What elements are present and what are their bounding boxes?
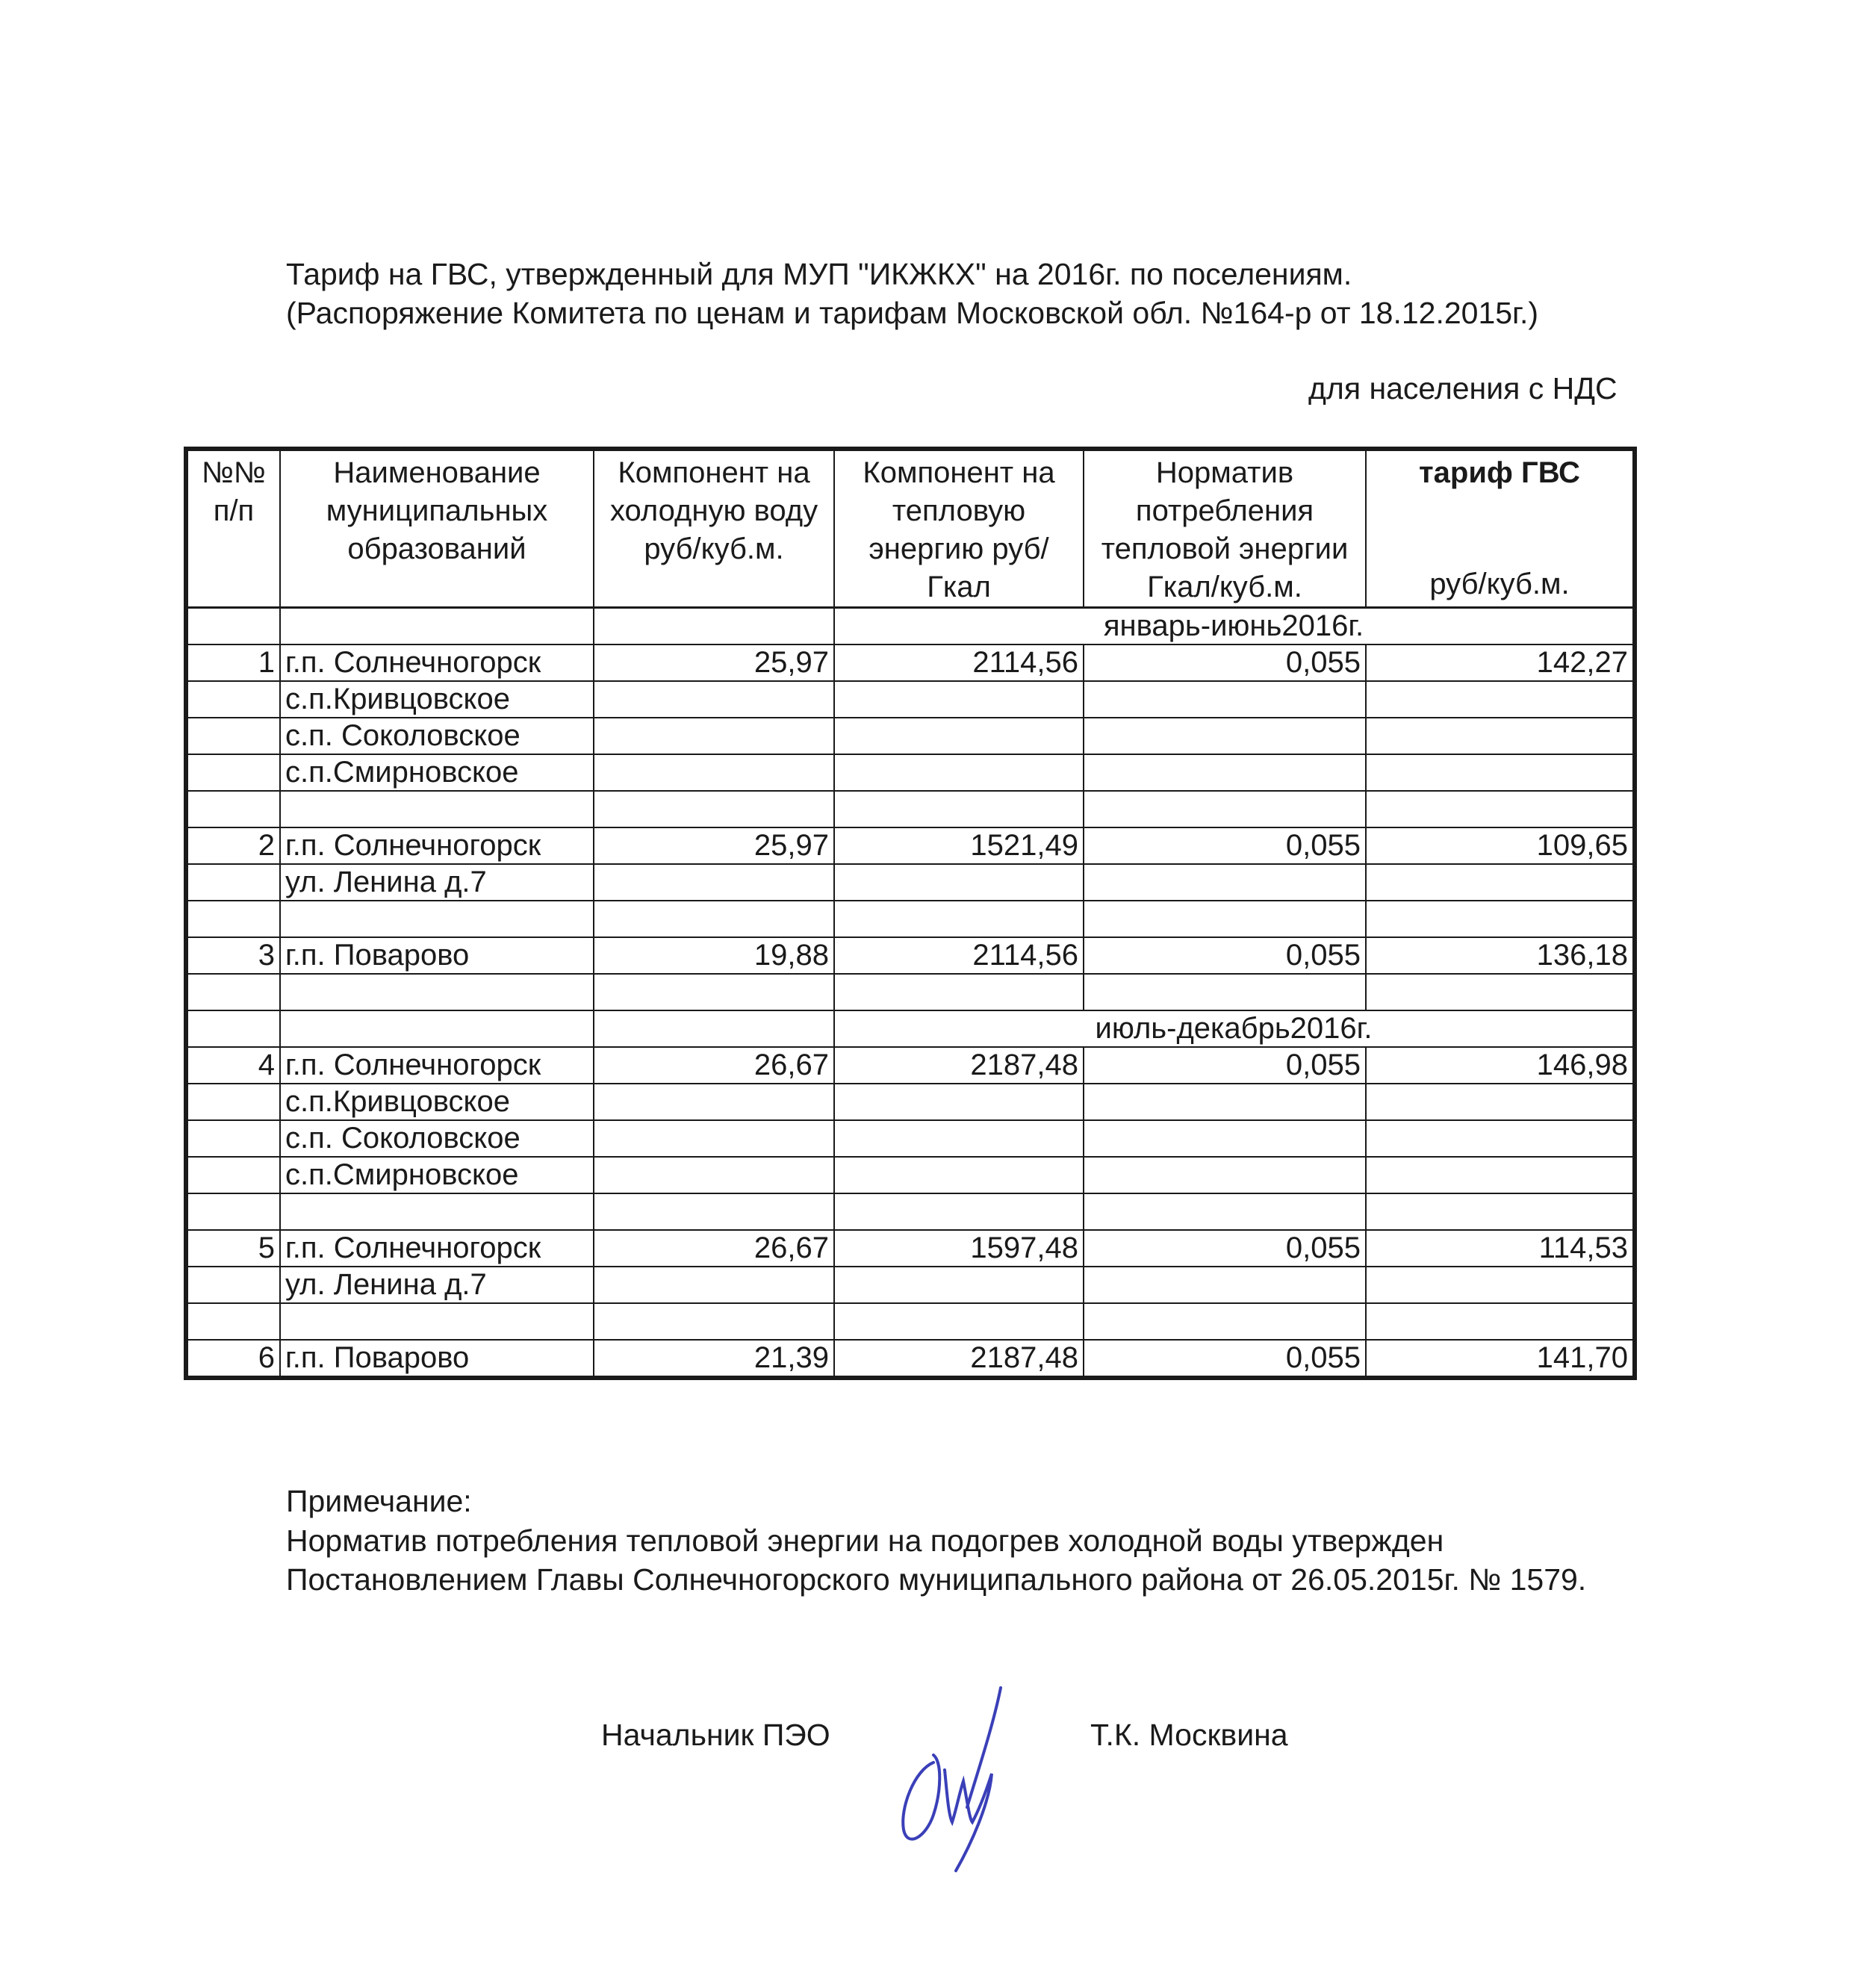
- table-row: [186, 1340, 1635, 1378]
- norm-value: [1084, 1120, 1366, 1157]
- settlement-name: с.п. Соколовское: [280, 1120, 594, 1157]
- settlement-name: г.п. Солнечногорск: [280, 1230, 594, 1267]
- table-row: [186, 1267, 1635, 1303]
- period-row: [186, 608, 1635, 645]
- table-row: [186, 718, 1635, 754]
- period-empty-num: [186, 1010, 280, 1047]
- norm-value: 0,055: [1084, 937, 1366, 974]
- tariff-value: 136,18: [1366, 937, 1635, 974]
- tariff-value: [1366, 1193, 1635, 1230]
- table-row: [186, 644, 1635, 681]
- norm-value: [1084, 1157, 1366, 1193]
- heat-component-value: [834, 1084, 1084, 1120]
- row-number: 4: [186, 1047, 280, 1084]
- table-row: [186, 791, 1635, 827]
- tariff-value: [1366, 901, 1635, 937]
- heat-component-value: [834, 1303, 1084, 1340]
- table-row: [186, 1230, 1635, 1267]
- tariff-value: [1366, 754, 1635, 791]
- heat-component-value: 2187,48: [834, 1340, 1084, 1378]
- table-row: [186, 974, 1635, 1010]
- heat-component-value: 2114,56: [834, 644, 1084, 681]
- table-row: [186, 1193, 1635, 1230]
- row-number: [186, 1157, 280, 1193]
- row-number: [186, 1303, 280, 1340]
- signer-name: Т.К. Москвина: [1090, 1718, 1288, 1752]
- table-row: [186, 901, 1635, 937]
- settlement-name: г.п. Солнечногорск: [280, 827, 594, 864]
- table-body: [186, 608, 1635, 1379]
- cold-component-value: [594, 681, 834, 718]
- norm-value: [1084, 718, 1366, 754]
- norm-value: [1084, 974, 1366, 1010]
- row-number: 3: [186, 937, 280, 974]
- tariff-value: [1366, 1157, 1635, 1193]
- cold-component-value: [594, 1120, 834, 1157]
- heat-component-value: [834, 1193, 1084, 1230]
- cold-component-value: 26,67: [594, 1230, 834, 1267]
- norm-value: [1084, 1193, 1366, 1230]
- heat-component-value: [834, 1120, 1084, 1157]
- norm-value: [1084, 791, 1366, 827]
- row-number: [186, 791, 280, 827]
- table-row: [186, 1120, 1635, 1157]
- norm-value: [1084, 1267, 1366, 1303]
- header-cold-component: Компонент на холодную воду руб/куб.м.: [594, 449, 834, 608]
- table-row: [186, 1303, 1635, 1340]
- period-empty-name: [280, 608, 594, 645]
- tariff-value: [1366, 718, 1635, 754]
- cold-component-value: [594, 974, 834, 1010]
- table-row: [186, 937, 1635, 974]
- settlement-name: [280, 1303, 594, 1340]
- norm-value: [1084, 1084, 1366, 1120]
- heat-component-value: [834, 1267, 1084, 1303]
- cold-component-value: [594, 1267, 834, 1303]
- heat-component-value: 1521,49: [834, 827, 1084, 864]
- row-number: 2: [186, 827, 280, 864]
- norm-value: 0,055: [1084, 1340, 1366, 1378]
- norm-value: [1084, 754, 1366, 791]
- tariff-value: [1366, 1303, 1635, 1340]
- row-number: [186, 1120, 280, 1157]
- tariff-table: [184, 447, 1637, 1380]
- table-header-row: [186, 449, 1635, 608]
- tariff-value: [1366, 1120, 1635, 1157]
- settlement-name: с.п.Смирновское: [280, 1157, 594, 1193]
- row-number: [186, 901, 280, 937]
- cold-component-value: [594, 754, 834, 791]
- heat-component-value: [834, 681, 1084, 718]
- norm-value: [1084, 864, 1366, 901]
- heat-component-value: [834, 901, 1084, 937]
- cold-component-value: 25,97: [594, 644, 834, 681]
- row-number: [186, 1084, 280, 1120]
- settlement-name: с.п.Смирновское: [280, 754, 594, 791]
- heat-component-value: [834, 791, 1084, 827]
- heat-component-value: [834, 718, 1084, 754]
- heat-component-value: [834, 974, 1084, 1010]
- handwritten-signature: [881, 1680, 1053, 1874]
- header-heat-component: Компонент на тепловую энергию руб/Гкал: [834, 449, 1084, 608]
- cold-component-value: [594, 1193, 834, 1230]
- header-tariff-title: тариф ГВС: [1419, 456, 1580, 489]
- header-tariff: [1366, 449, 1635, 608]
- tariff-value: [1366, 974, 1635, 1010]
- settlement-name: с.п.Кривцовское: [280, 681, 594, 718]
- table-row: [186, 864, 1635, 901]
- tariff-value: 109,65: [1366, 827, 1635, 864]
- title-line-1: Тариф на ГВС, утвержденный для МУП "ИКЖКХ" на 2016г. по поселениям.: [286, 257, 1352, 291]
- norm-value: 0,055: [1084, 644, 1366, 681]
- settlement-name: ул. Ленина д.7: [280, 864, 594, 901]
- row-number: [186, 681, 280, 718]
- settlement-name: г.п. Солнечногорск: [280, 644, 594, 681]
- settlement-name: г.п. Поварово: [280, 1340, 594, 1378]
- title-line-2: (Распоряжение Комитета по ценам и тарифам Московской обл. №164-р от 18.12.2015г.): [286, 296, 1539, 330]
- period-empty-cold: [594, 608, 834, 645]
- period-empty-cold: [594, 1010, 834, 1047]
- cold-component-value: [594, 901, 834, 937]
- heat-component-value: [834, 1157, 1084, 1193]
- header-tariff-unit: руб/куб.м.: [1429, 568, 1570, 600]
- heat-component-value: 2187,48: [834, 1047, 1084, 1084]
- settlement-name: с.п. Соколовское: [280, 718, 594, 754]
- norm-value: [1084, 901, 1366, 937]
- tariff-value: [1366, 1084, 1635, 1120]
- heat-component-value: [834, 754, 1084, 791]
- cold-component-value: [594, 1157, 834, 1193]
- period-row: [186, 1010, 1635, 1047]
- cold-component-value: 21,39: [594, 1340, 834, 1378]
- norm-value: [1084, 681, 1366, 718]
- cold-component-value: 26,67: [594, 1047, 834, 1084]
- row-number: 1: [186, 644, 280, 681]
- table-row: [186, 681, 1635, 718]
- heat-component-value: 1597,48: [834, 1230, 1084, 1267]
- table-row: [186, 754, 1635, 791]
- settlement-name: г.п. Поварово: [280, 937, 594, 974]
- period-label: январь-июнь2016г.: [834, 608, 1635, 645]
- settlement-name: [280, 901, 594, 937]
- subtitle: для населения с НДС: [1308, 371, 1618, 406]
- settlement-name: с.п.Кривцовское: [280, 1084, 594, 1120]
- tariff-value: 114,53: [1366, 1230, 1635, 1267]
- row-number: 5: [186, 1230, 280, 1267]
- table-row: [186, 1084, 1635, 1120]
- norm-value: 0,055: [1084, 1047, 1366, 1084]
- cold-component-value: 19,88: [594, 937, 834, 974]
- row-number: 6: [186, 1340, 280, 1378]
- row-number: [186, 974, 280, 1010]
- header-name: Наименование муниципальных образований: [280, 449, 594, 608]
- note-line-1: Норматив потребления тепловой энергии на подогрев холодной воды утвержден: [286, 1523, 1444, 1558]
- row-number: [186, 754, 280, 791]
- norm-value: 0,055: [1084, 1230, 1366, 1267]
- tariff-value: 146,98: [1366, 1047, 1635, 1084]
- tariff-value: [1366, 864, 1635, 901]
- settlement-name: [280, 1193, 594, 1230]
- header-num: №№ п/п: [186, 449, 280, 608]
- cold-component-value: [594, 1303, 834, 1340]
- tariff-value: 141,70: [1366, 1340, 1635, 1378]
- norm-value: [1084, 1303, 1366, 1340]
- heat-component-value: 2114,56: [834, 937, 1084, 974]
- settlement-name: [280, 974, 594, 1010]
- period-label: июль-декабрь2016г.: [834, 1010, 1635, 1047]
- cold-component-value: [594, 1084, 834, 1120]
- tariff-value: 142,27: [1366, 644, 1635, 681]
- settlement-name: г.п. Солнечногорск: [280, 1047, 594, 1084]
- cold-component-value: 25,97: [594, 827, 834, 864]
- table-row: [186, 1047, 1635, 1084]
- header-norm: Норматив потребления тепловой энергии Гкал/куб.м.: [1084, 449, 1366, 608]
- tariff-value: [1366, 791, 1635, 827]
- heat-component-value: [834, 864, 1084, 901]
- cold-component-value: [594, 718, 834, 754]
- row-number: [186, 718, 280, 754]
- cold-component-value: [594, 864, 834, 901]
- row-number: [186, 864, 280, 901]
- signer-position: Начальник ПЭО: [601, 1718, 830, 1752]
- row-number: [186, 1193, 280, 1230]
- settlement-name: ул. Ленина д.7: [280, 1267, 594, 1303]
- row-number: [186, 1267, 280, 1303]
- cold-component-value: [594, 791, 834, 827]
- note-line-2: Постановлением Главы Солнечногорского муниципального района от 26.05.2015г. № 1579.: [286, 1562, 1587, 1597]
- norm-value: 0,055: [1084, 827, 1366, 864]
- note-label: Примечание:: [286, 1484, 472, 1518]
- table-row: [186, 827, 1635, 864]
- tariff-value: [1366, 681, 1635, 718]
- period-empty-name: [280, 1010, 594, 1047]
- period-empty-num: [186, 608, 280, 645]
- tariff-value: [1366, 1267, 1635, 1303]
- table-row: [186, 1157, 1635, 1193]
- settlement-name: [280, 791, 594, 827]
